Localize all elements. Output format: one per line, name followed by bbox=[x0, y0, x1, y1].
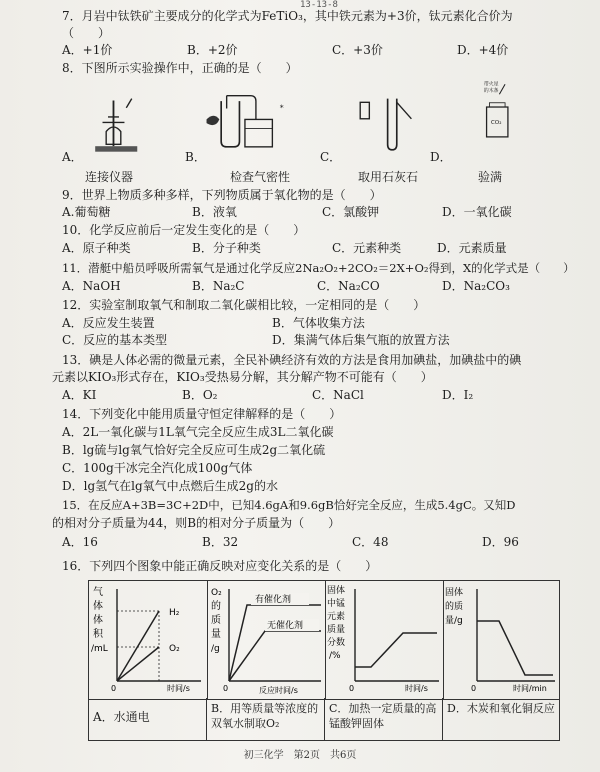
chart-b-ylabel-2: 的 bbox=[211, 601, 221, 612]
q10-stem: 10．化学反应前后一定发生变化的是（ ） bbox=[62, 223, 306, 237]
q7-option-a: A．+1价 bbox=[62, 43, 113, 57]
q13-line1: 13．碘是人体必需的微量元素，全民补碘经济有效的方法是食用加碘盐，加碘盐中的碘 bbox=[62, 353, 522, 367]
q16-chart-table bbox=[88, 580, 560, 700]
q16-caption-c: C．加热一定质量的高锰酸钾固体 bbox=[325, 698, 443, 740]
chart-d-ylabel-3: 量/g bbox=[445, 616, 463, 626]
handwritten-note: 13-13-8 bbox=[300, 0, 338, 10]
chart-c-ylabel-5: 分数 bbox=[327, 638, 346, 648]
q14-stem: 14．下列变化中能用质量守恒定律解释的是（ ） bbox=[62, 407, 342, 421]
q7-option-b: B．+2价 bbox=[187, 43, 238, 57]
q8-stem: 8．下图所示实验操作中，正确的是（ ） bbox=[62, 61, 298, 75]
q8-letter-a: A． bbox=[62, 150, 83, 164]
q16-caption-a: A．水通电 bbox=[89, 698, 207, 740]
chart-a-cell bbox=[89, 581, 208, 699]
q12-option-c: C．反应的基本类型 bbox=[62, 333, 168, 347]
chart-b-with-catalyst bbox=[229, 605, 321, 681]
q12-stem: 12．实验室制取氧气和制取二氧化碳相比较，一定相同的是（ ） bbox=[62, 298, 426, 312]
airtightness-drawing bbox=[200, 92, 310, 156]
chart-b-ylabel-1: O₂ bbox=[211, 588, 222, 598]
chart-c-ylabel-4: 质量 bbox=[327, 625, 346, 635]
chart-c-ylabel-6: /% bbox=[329, 651, 341, 661]
q11-option-a: A．NaOH bbox=[62, 279, 121, 293]
chart-b-cell bbox=[207, 581, 326, 699]
q8-caption-c: 取用石灰石 bbox=[358, 170, 419, 184]
q14-option-c: C．100g干冰完全汽化成100g气体 bbox=[62, 461, 253, 475]
chart-c-line bbox=[355, 633, 437, 667]
label-burning-stick: 带火星 bbox=[483, 81, 499, 88]
chart-b-label-bottom: 无催化剂 bbox=[267, 621, 304, 631]
q9-option-d: D．一氧化碳 bbox=[442, 205, 512, 219]
chart-d-xlabel: 时间/min bbox=[513, 684, 547, 693]
q13-option-a: A．KI bbox=[62, 388, 97, 402]
chart-a-h2-label: H₂ bbox=[169, 608, 180, 618]
q7-blank: （ ） bbox=[62, 26, 111, 40]
q9-stem: 9．世界上物质多种多样，下列物质属于氧化物的是（ ） bbox=[62, 188, 382, 202]
q10-option-c: C．元素种类 bbox=[332, 241, 402, 255]
label-wood-stick: 的木条 bbox=[483, 88, 499, 95]
q15-line2: 的相对分子质量为44，则B的相对分子质量为（ ） bbox=[52, 516, 341, 530]
q11-stem: 11．潜艇中船员呼吸所需氧气是通过化学反应2Na₂O₂+2CO₂＝2X+O₂得到，X的化学式是（ ） bbox=[62, 261, 575, 275]
q15-option-d: D．96 bbox=[482, 535, 519, 549]
q13-option-c: C．NaCl bbox=[312, 388, 364, 402]
label-co2: CO₂ bbox=[490, 120, 502, 127]
q14-option-b: B．lg硫与lg氧气恰好完全反应可生成2g二氧化硫 bbox=[62, 443, 326, 457]
q16-stem: 16．下列四个图象中能正确反映对应变化关系的是（ ） bbox=[62, 559, 378, 573]
q16-caption-b: B．用等质量等浓度的双氧水制取O₂ bbox=[207, 698, 325, 740]
chart-a-ylabel-2: 体 bbox=[93, 601, 103, 612]
q13-option-b: B．O₂ bbox=[182, 388, 218, 402]
q16-caption-d: D．木炭和氧化铜反应 bbox=[447, 702, 555, 715]
q15-line1: 15．在反应A+3B=3C+2D中，已知4.6gA和9.6gB恰好完全反应，生成5.4gC。又知D bbox=[62, 498, 516, 512]
page-footer: 初三化学 第2页 共6页 bbox=[243, 750, 357, 761]
chart-a-o2-line bbox=[117, 647, 159, 681]
chart-b-origin: 0 bbox=[223, 684, 229, 693]
q16-caption-row bbox=[88, 698, 560, 741]
chart-b-ylabel-4: 量 bbox=[211, 629, 221, 640]
chart-b-without-catalyst bbox=[229, 631, 321, 681]
chart-a-o2-label: O₂ bbox=[169, 644, 180, 654]
chart-c-permanganate bbox=[325, 581, 443, 699]
q15-option-b: B．32 bbox=[202, 535, 239, 549]
chart-b-ylabel-3: 质 bbox=[211, 615, 221, 626]
q8-letter-c: C． bbox=[320, 150, 342, 164]
q8-letter-b: B． bbox=[185, 150, 206, 164]
chart-b-xlabel: 反应时间/s bbox=[259, 686, 298, 695]
q7-option-d: D．+4价 bbox=[457, 43, 509, 57]
chart-a-h2-line bbox=[117, 611, 159, 681]
q9-option-b: B．液氧 bbox=[192, 205, 237, 219]
q10-option-d: D．元素质量 bbox=[437, 241, 507, 255]
chart-a-xlabel: 时间/s bbox=[167, 684, 190, 693]
svg-text:*: * bbox=[279, 102, 284, 113]
chart-a-ylabel-1: 气 bbox=[93, 587, 103, 598]
chart-b-catalyst bbox=[207, 581, 325, 699]
q13-option-d: D．I₂ bbox=[442, 388, 474, 402]
q10-option-b: B．分子种类 bbox=[192, 241, 261, 255]
q9-option-a: A.葡萄糖 bbox=[62, 205, 111, 219]
q11-option-c: C．Na₂CO bbox=[317, 279, 380, 293]
chart-b-label-top: 有催化剂 bbox=[255, 595, 292, 605]
connect-apparatus-drawing bbox=[85, 95, 195, 159]
q12-option-b: B．气体收集方法 bbox=[272, 316, 365, 330]
chart-a-ylabel-3: 体 bbox=[93, 615, 103, 626]
q8-caption-d: 验满 bbox=[478, 170, 503, 184]
q10-option-a: A．原子种类 bbox=[62, 241, 131, 255]
chart-c-xlabel: 时间/s bbox=[405, 684, 428, 693]
q14-option-a: A．2L一氧化碳与1L氧气完全反应生成3L二氧化碳 bbox=[62, 425, 334, 439]
full-check-drawing bbox=[465, 80, 575, 144]
q14-option-d: D．lg氢气在lg氧气中点燃后生成2g的水 bbox=[62, 479, 278, 493]
q13-line2: 元素以KIO₃形式存在，KIO₃受热易分解，其分解产物不可能有（ ） bbox=[52, 370, 433, 384]
chart-a-ylabel-5: /mL bbox=[91, 644, 108, 654]
chart-d-cell bbox=[443, 581, 559, 699]
q7-stem: 7．月岩中钛铁矿主要成分的化学式为FeTiO₃，其中铁元素为+3价，钛元素化合价为 bbox=[62, 9, 513, 23]
q12-option-d: D．集满气体后集气瓶的放置方法 bbox=[272, 333, 450, 347]
chart-d-origin: 0 bbox=[471, 684, 477, 693]
chart-c-origin: 0 bbox=[349, 684, 355, 693]
q8-caption-a: 连接仪器 bbox=[85, 170, 134, 184]
q15-option-a: A．16 bbox=[62, 535, 98, 549]
chart-d-ylabel-2: 的质 bbox=[445, 602, 464, 612]
chart-c-ylabel-2: 中锰 bbox=[327, 599, 346, 609]
chart-d-carbon-copper-oxide bbox=[443, 581, 559, 699]
chart-c-cell bbox=[325, 581, 444, 699]
chart-c-ylabel-1: 固体 bbox=[327, 586, 346, 596]
q11-option-b: B．Na₂C bbox=[192, 279, 245, 293]
chart-c-ylabel-3: 元素 bbox=[327, 612, 346, 622]
chart-b-ylabel-5: /g bbox=[211, 644, 220, 654]
q15-option-c: C．48 bbox=[352, 535, 389, 549]
q11-option-d: D．Na₂CO₃ bbox=[442, 279, 510, 293]
q7-option-c: C．+3价 bbox=[332, 43, 383, 57]
q9-option-c: C．氯酸钾 bbox=[322, 205, 380, 219]
chart-a-ylabel-4: 积 bbox=[93, 629, 103, 640]
chart-a-electrolysis bbox=[89, 581, 207, 699]
chart-a-origin: 0 bbox=[111, 684, 117, 693]
q8-caption-b: 检查气密性 bbox=[230, 170, 291, 184]
chart-d-ylabel-1: 固体 bbox=[445, 588, 464, 598]
q12-option-a: A．反应发生装置 bbox=[62, 316, 155, 330]
q8-letter-d: D． bbox=[430, 150, 452, 164]
chart-d-line bbox=[477, 621, 553, 675]
